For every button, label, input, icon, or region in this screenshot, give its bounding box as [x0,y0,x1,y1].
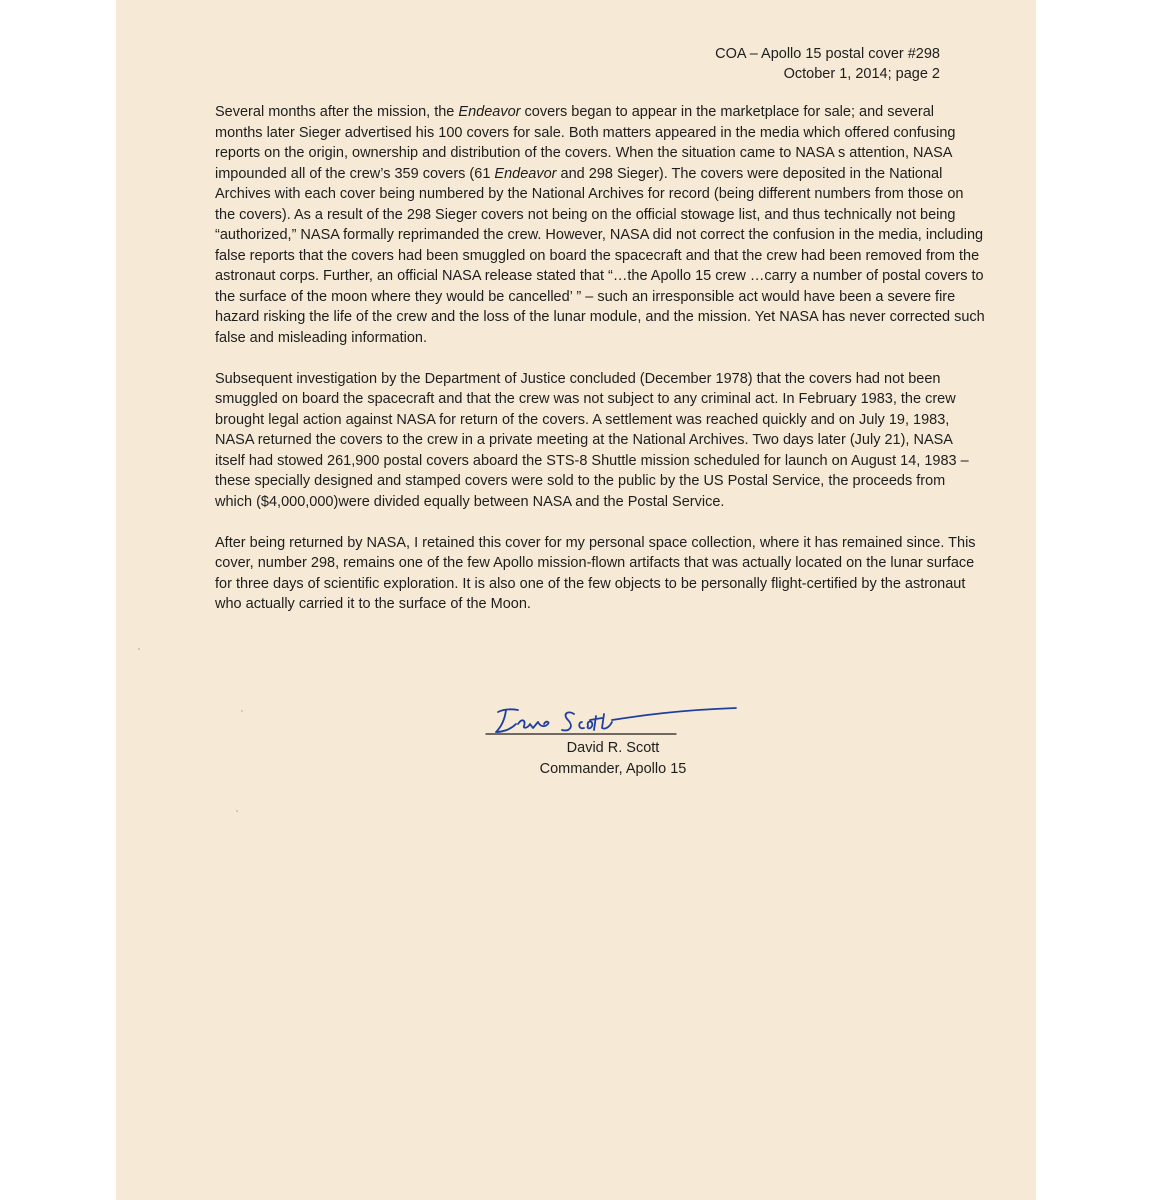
paper-speck [236,810,238,812]
signer-name: David R. Scott [566,740,660,756]
text-segment: and 298 Sieger). The covers were deposited in the National Archives with each cover being numbered by the National Archives for record (being different numbers from those on the covers). As a result of the 298 Sieger covers not being on the official stowage list, and thus technically not being “authorized,” NASA formally reprimanded the crew. However, NASA did not correct the confusion in the media, including false reports that the covers had been smuggled on board the spacecraft and that the crew had been removed from the astronaut corps. Further, an official NASA release stated that “…the Apollo 15 crew …carry a number of postal covers to the surface of the moon where they would be cancelled’ ” – such an irresponsible act would have been a severe fire hazard risking the life of the crew and the loss of the lunar module, and the mission. Yet NASA has never corrected such false and misleading information. [215,165,985,346]
text-segment: Several months after the mission, the [215,104,459,120]
paper-speck [138,648,140,650]
header-reference: COA – Apollo 15 postal cover #298 [715,46,940,62]
header-date-page: October 1, 2014; page 2 [783,66,940,82]
text-segment: Subsequent investigation by the Department of Justice concluded (December 1978) that the covers had not been smuggled on board the spacecraft and that the crew was not subject to any criminal act. In February 1983, the crew brought legal action against NASA for return of the covers. A settlement was reached quickly and on July 19, 1983, NASA returned the covers to the crew in a private meeting at the National Archives. Two days later (July 21), NASA itself had stowed 261,900 postal covers aboard the STS-8 Shuttle mission scheduled for launch on August 14, 1983 – these specially designed and stamped covers were sold to the public by the US Postal Service, the proceeds from which ($4,000,000)were divided equally between NASA and the Postal Service. [215,370,969,510]
paper-speck [241,710,243,712]
paragraph-2 [215,369,985,513]
paragraph-1 [215,102,985,348]
letter-page [116,0,1036,1200]
text-segment: covers began to appear in the marketplace for sale; and several months later Sieger advertised his 100 covers for sale. Both matters appeared in the media which offered confusing reports on the origin, ownership and distribution of the covers. When the situation came to NASA s attention, NASA impounded all of the crew’s 359 covers (61 [215,104,956,182]
page-header [715,44,940,84]
handwritten-signature [478,696,738,742]
signer-title: Commander, Apollo 15 [539,760,687,777]
paragraph-3 [215,533,985,615]
italic-text-segment: Endeavor [458,104,521,120]
letter-body [215,102,985,635]
italic-text-segment: Endeavor [494,165,557,182]
text-segment: After being returned by NASA, I retained this cover for my personal space collection, where it has remained since. This cover, number 298, remains one of the few Apollo mission-flown artifacts that was actually located on the lunar surface for three days of scientific exploration. It is also one of the few objects to be personally flight-certified by the astronaut who actually carried it to the surface of the Moon. [215,534,976,612]
